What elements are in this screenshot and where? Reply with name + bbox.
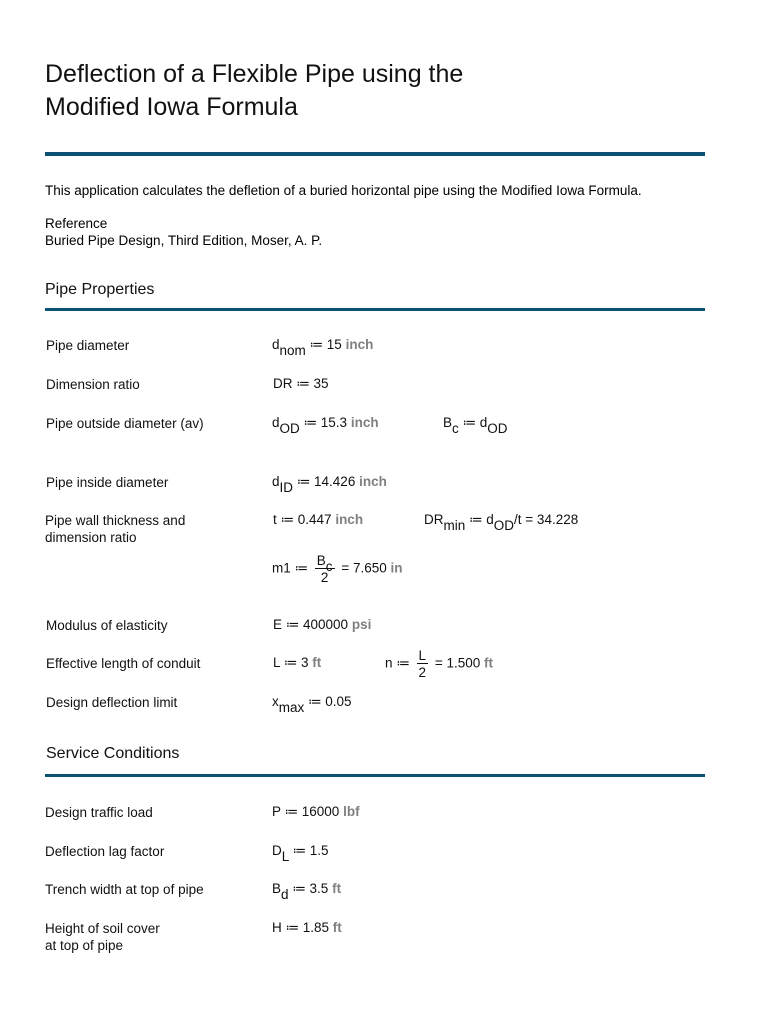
lag-factor-label: Deflection lag factor (45, 844, 165, 859)
bd-unit: ft (332, 881, 342, 896)
outside-diameter-label: Pipe outside diameter (av) (46, 416, 204, 431)
did-expression: dID ≔ 14.426 inch (272, 474, 387, 495)
traffic-load-label: Design traffic load (45, 805, 153, 820)
m1-denominator: 2 (315, 568, 335, 585)
pipe-properties-heading: Pipe Properties (45, 281, 155, 298)
dod-expression: dOD ≔ 15.3 inch (272, 415, 379, 436)
dr-expression: DR ≔ 35 (273, 376, 329, 391)
m1-expression (272, 553, 403, 585)
dnom-var: d (272, 337, 280, 352)
xmax-expression: xmax ≔ 0.05 (272, 694, 352, 715)
dnom-unit: inch (345, 337, 374, 352)
bd-var: B (272, 881, 282, 896)
conduit-length-label: Effective length of conduit (46, 656, 201, 671)
drmin-tail: /t = 34.228 (514, 512, 579, 527)
m1-fraction (315, 553, 335, 585)
title-divider (45, 152, 705, 156)
inside-diameter-label: Pipe inside diameter (46, 475, 169, 490)
m1-lhs: m1 ≔ (272, 560, 309, 576)
n-lhs: n ≔ (385, 655, 410, 671)
intro-text: This application calculates the defletion of a buried horizontal pipe using the Modified Iowa Formula. (45, 183, 642, 198)
dl-sub: L (281, 849, 289, 864)
pipe-diameter-label: Pipe diameter (46, 338, 130, 353)
e-unit: psi (351, 617, 372, 632)
h-expr: H ≔ 1.85 (272, 920, 330, 935)
n-result: = 1.500 (434, 655, 481, 671)
dod-unit: inch (350, 415, 379, 430)
m1-result: = 7.650 (341, 560, 387, 576)
bc-rhs-sub: OD (487, 421, 508, 436)
l-expression (273, 655, 321, 671)
bc-var: B (443, 415, 453, 430)
did-value: 14.426 (314, 474, 356, 489)
m1-unit: in (390, 560, 403, 576)
h-expression (272, 920, 342, 936)
wall-label-line-1: Pipe wall thickness and (45, 513, 186, 528)
page-title (45, 58, 645, 124)
did-unit: inch (359, 474, 387, 489)
xmax-sub: max (278, 700, 305, 715)
wall-thickness-label (45, 512, 245, 546)
service-conditions-divider (45, 774, 705, 777)
drmin-dsub: OD (493, 518, 515, 533)
l-unit: ft (312, 655, 322, 670)
dl-expression: DL ≔ 1.5 (272, 843, 329, 864)
dod-sub: OD (279, 421, 300, 436)
bc-rhs-var: d (479, 415, 488, 430)
dod-var: d (272, 415, 280, 430)
soil-cover-label (45, 920, 245, 954)
drmin-var: DR (424, 512, 444, 527)
bd-sub: d (281, 887, 289, 902)
e-expression (273, 617, 371, 633)
did-var: d (272, 474, 280, 489)
deflection-limit-label: Design deflection limit (46, 695, 178, 710)
n-unit: ft (484, 655, 493, 671)
t-expression (273, 512, 363, 528)
n-fraction (417, 648, 429, 680)
dl-value: 1.5 (309, 843, 329, 858)
n-numerator: L (418, 648, 427, 663)
t-unit: inch (335, 512, 364, 527)
dimension-ratio-label: Dimension ratio (46, 377, 140, 392)
xmax-value: 0.05 (325, 694, 352, 709)
dnom-sub: nom (279, 343, 306, 358)
soil-cover-line-2: at top of pipe (45, 938, 124, 953)
did-sub: ID (279, 480, 294, 495)
bd-expression: Bd ≔ 3.5 ft (272, 881, 342, 902)
title-line-1: Deflection of a Flexible Pipe using the (45, 60, 464, 88)
dod-value: 15.3 (320, 415, 348, 430)
p-expr: P ≔ 16000 (272, 804, 340, 819)
h-unit: ft (332, 920, 342, 935)
dnom-value: 15 (326, 337, 342, 352)
title-line-2: Modified Iowa Formula (45, 93, 298, 121)
drmin-expression: DRmin ≔ dOD/t = 34.228 (424, 512, 579, 533)
n-expression (385, 648, 493, 680)
m1-num-sub: c (325, 559, 333, 574)
drmin-d: d (486, 512, 494, 527)
wall-label-line-2: dimension ratio (45, 530, 137, 545)
drmin-sub: min (443, 518, 466, 533)
dl-var: D (272, 843, 282, 858)
m1-numerator (315, 553, 335, 574)
trench-width-label: Trench width at top of pipe (45, 882, 204, 897)
p-unit: lbf (343, 804, 360, 819)
modulus-label: Modulus of elasticity (46, 618, 168, 633)
dnom-expression: dnom ≔ 15 inch (272, 337, 374, 358)
service-conditions-heading: Service Conditions (46, 745, 180, 762)
e-expr: E ≔ 400000 (273, 617, 349, 632)
reference-label: Reference (45, 216, 108, 231)
bc-sub: c (452, 421, 459, 436)
reference-text: Buried Pipe Design, Third Edition, Moser, A. P. (45, 233, 323, 248)
n-denominator: 2 (418, 665, 427, 680)
soil-cover-line-1: Height of soil cover (45, 921, 160, 936)
p-expression (272, 804, 360, 820)
bc-expression: Bc ≔ dOD (443, 415, 508, 436)
t-expr: t ≔ 0.447 (273, 512, 332, 527)
xmax-var: x (272, 694, 279, 709)
m1-num-var: B (316, 553, 326, 568)
pipe-properties-divider (45, 308, 705, 311)
bd-value: 3.5 (309, 881, 329, 896)
l-expr: L ≔ 3 (273, 655, 309, 670)
